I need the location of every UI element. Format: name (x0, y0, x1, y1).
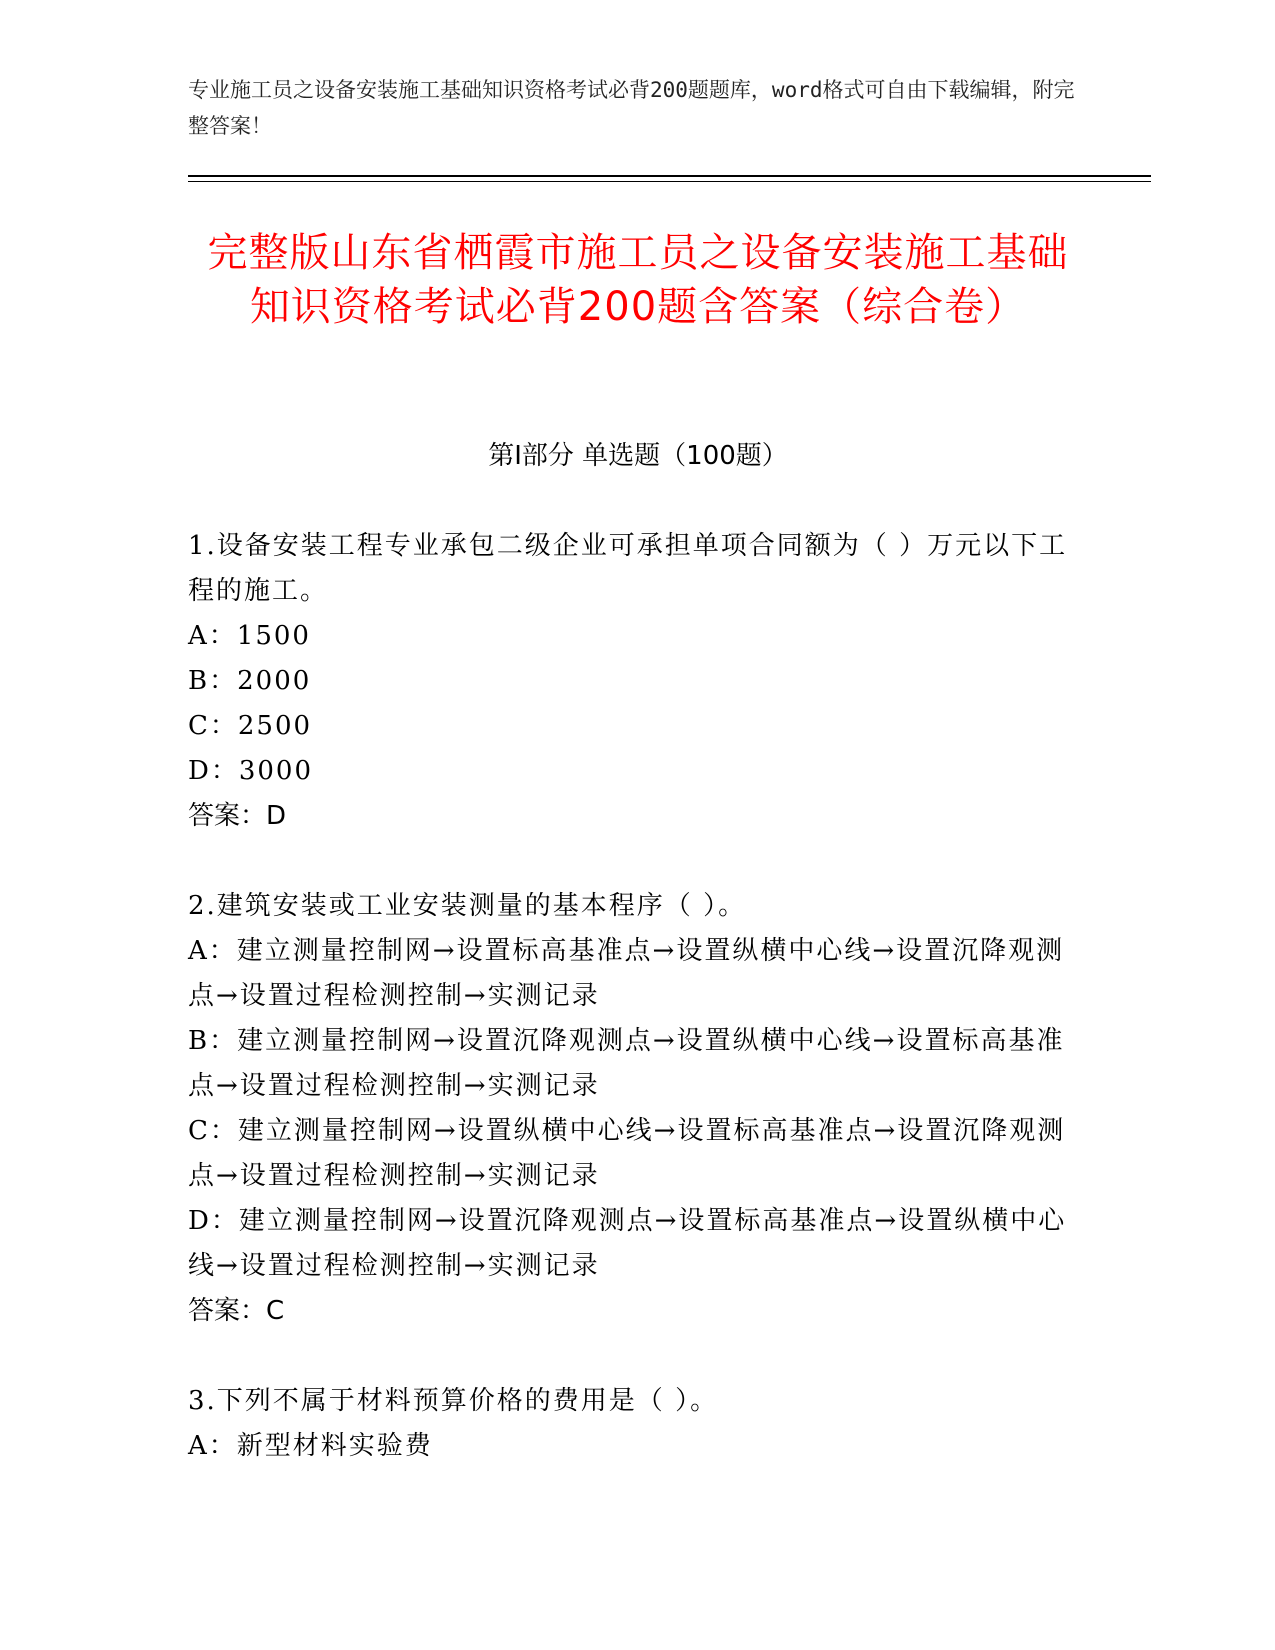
question-stem: 2.建筑安装或工业安装测量的基本程序（ ）。 (188, 891, 747, 921)
option-d: D：建立测量控制网→设置沉降观测点→设置标高基准点→设置纵横中心线→设置过程检测控制→实测记录 (188, 1206, 1067, 1281)
document-title: 完整版山东省栖霞市施工员之设备安装施工基础知识资格考试必背200题含答案（综合卷） (207, 230, 1069, 330)
option-b: B：建立测量控制网→设置沉降观测点→设置纵横中心线→设置标高基准点→设置过程检测控制→实测记录 (188, 1026, 1065, 1101)
header-note: 专业施工员之设备安装施工基础知识资格考试必背200题题库，word格式可自由下载编辑，附完整答案！ (188, 78, 1075, 138)
section-heading: 第I部分 单选题（100题） (488, 441, 788, 471)
answer-line: 答案：C (188, 1296, 285, 1326)
option-d: D：3000 (188, 756, 314, 786)
option-b: B：2000 (188, 666, 312, 696)
header-divider-thick (188, 175, 1151, 177)
option-a: A：建立测量控制网→设置标高基准点→设置纵横中心线→设置沉降观测点→设置过程检测控制→实测记录 (188, 936, 1065, 1011)
option-a: A：1500 (188, 621, 311, 651)
question-2 (188, 884, 1078, 1334)
question-list (188, 524, 1078, 1514)
option-c: C：建立测量控制网→设置纵横中心线→设置标高基准点→设置沉降观测点→设置过程检测控制→实测记录 (188, 1116, 1066, 1191)
question-1 (188, 524, 1078, 839)
answer-line: 答案：D (188, 801, 287, 831)
question-stem: 1.设备安装工程专业承包二级企业可承担单项合同额为（ ）万元以下工程的施工。 (188, 531, 1068, 606)
question-3 (188, 1379, 1078, 1469)
option-a: A：新型材料实验费 (188, 1431, 433, 1461)
option-c: C：2500 (188, 711, 313, 741)
header-divider-thin (188, 181, 1151, 182)
question-stem: 3.下列不属于材料预算价格的费用是（ ）。 (188, 1386, 719, 1416)
